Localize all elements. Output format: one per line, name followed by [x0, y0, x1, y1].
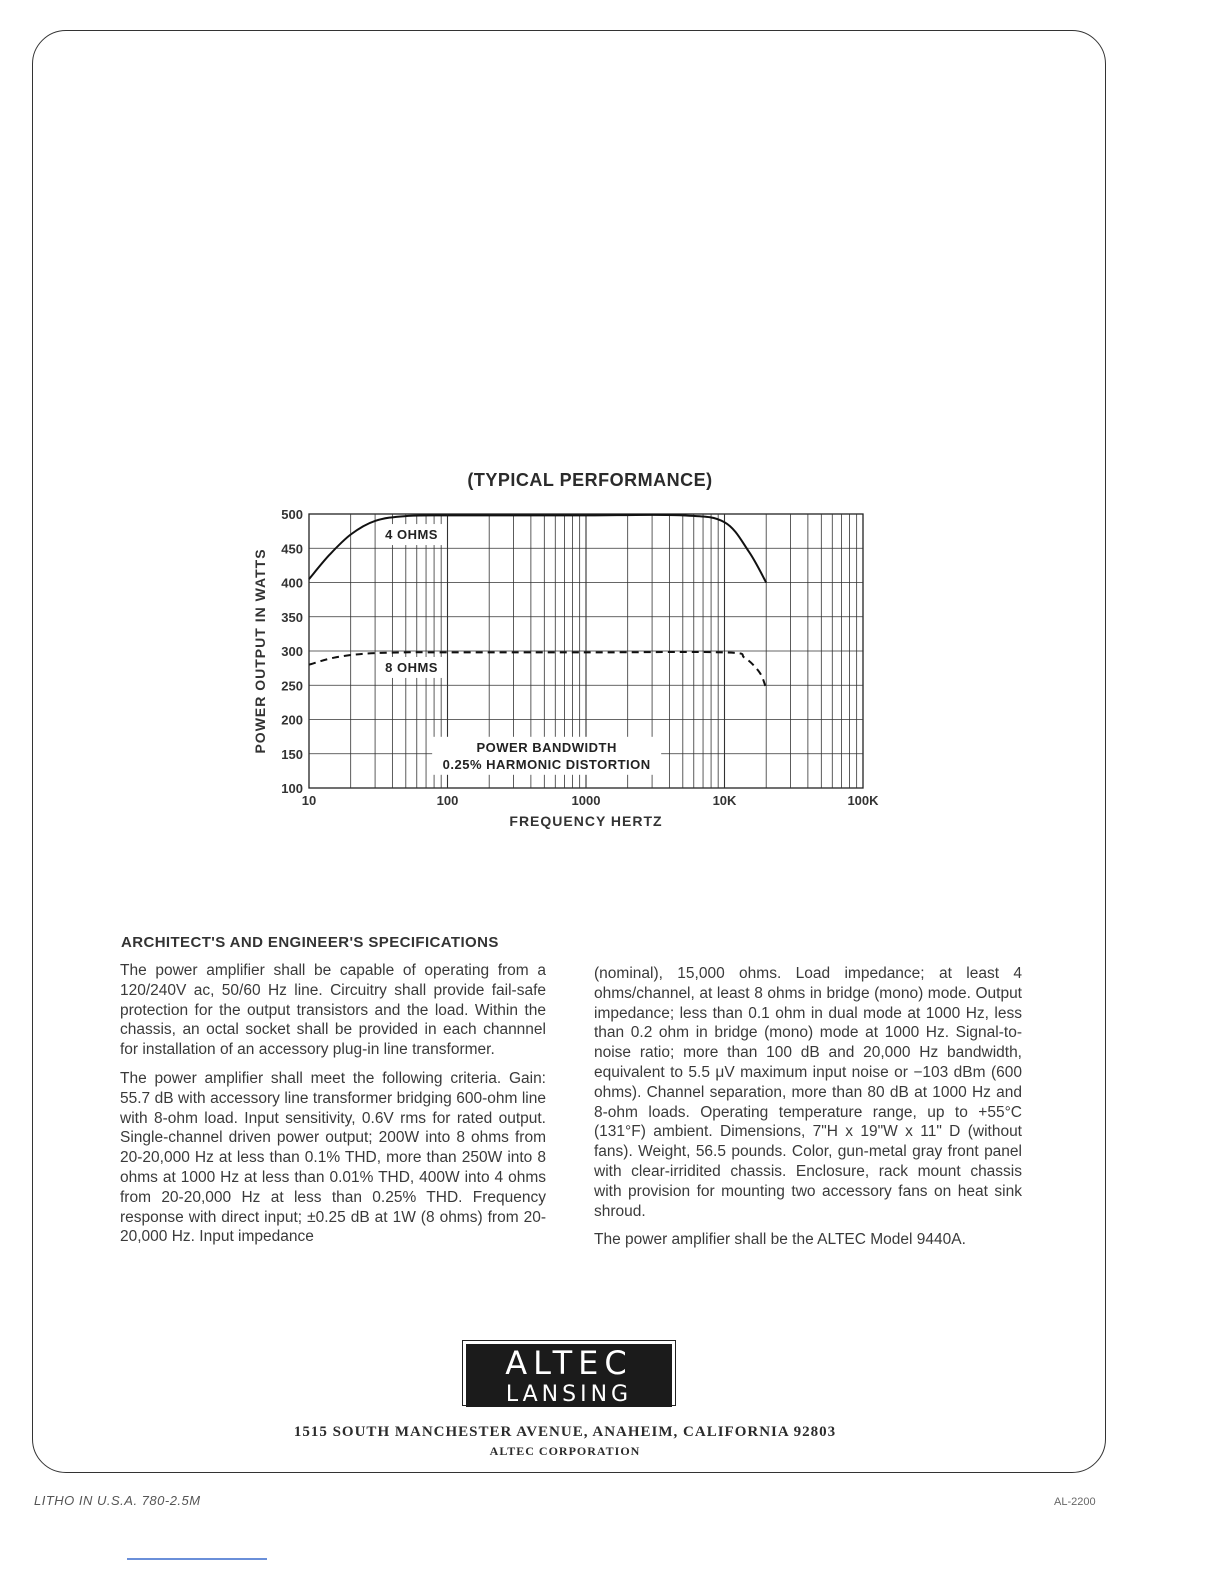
y-tick-label: 200 — [281, 712, 303, 728]
y-tick-label: 450 — [281, 541, 303, 557]
chart-title: (TYPICAL PERFORMANCE) — [467, 470, 713, 490]
x-tick-label: 1000 — [571, 793, 601, 808]
litho-note: LITHO IN U.S.A. 780-2.5M — [34, 1493, 201, 1508]
specs-paragraph: The power amplifier shall be the ALTEC Model 9440A. — [594, 1231, 966, 1249]
annotation-power-bandwidth: 0.25% HARMONIC DISTORTION — [442, 756, 651, 772]
altec-lansing-logo — [462, 1340, 676, 1406]
logo-altec: ALTEC — [466, 1344, 672, 1382]
specs-paragraph: The power amplifier shall meet the following criteria. Gain: 55.7 dB with accessory line transformer bridging 600-ohm line with 8-ohm load. Input sensitivity, 0.6V rms for rated output. Single-channel driven power output; 200W into 8 ohms from 20-20,000 Hz at less than 0.1% THD, more than 250W into 8 ohms at 1000 Hz at less than 0.01% THD, 400W into 4 ohms from 20-20,000 Hz at less than 0.25% THD. Frequency response with direct input; ±0.25 dB at 1W (8 ohms) from 20-20,000 Hz. Input impedance — [120, 1069, 546, 1246]
x-tick-label: 100K — [847, 793, 879, 808]
specs-left-column — [120, 961, 546, 1256]
specs-heading: ARCHITECT'S AND ENGINEER'S SPECIFICATIONS — [121, 934, 499, 951]
company-name: ALTEC CORPORATION — [489, 1444, 641, 1458]
y-tick-label: 100 — [281, 781, 303, 796]
series-line-8-ohms — [309, 652, 766, 689]
annotation-4-ohms: 4 OHMS — [385, 527, 438, 543]
specs-right-column — [594, 964, 1022, 1259]
y-tick-label: 350 — [281, 609, 303, 625]
y-tick-label: 500 — [281, 507, 303, 522]
y-tick-label: 300 — [281, 644, 303, 659]
blue-rule — [127, 1558, 267, 1560]
specs-paragraph: The power amplifier shall be capable of operating from a 120/240V ac, 50/60 Hz line. Circuitry shall provide fail-safe protection for the output transistors and the load. Within the chassis, an octal socket shall be provided in each channnel for installation of an accessory plug-in line transformer. — [120, 962, 546, 1059]
company-address: 1515 SOUTH MANCHESTER AVENUE, ANAHEIM, CALIFORNIA 92803 — [293, 1424, 837, 1440]
y-axis-title: POWER OUTPUT IN WATTS — [252, 548, 268, 754]
y-tick-label: 400 — [281, 575, 303, 591]
x-tick-label: 100 — [436, 793, 459, 808]
annotation-8-ohms: 8 OHMS — [385, 659, 438, 675]
y-tick-label: 250 — [281, 678, 303, 694]
power-bandwidth-chart — [240, 500, 900, 840]
x-tick-label: 10K — [712, 793, 737, 808]
specs-paragraph: (nominal), 15,000 ohms. Load impedance; at least 4 ohms/channel, at least 8 ohms in bridge (mono) mode. Output impedance; less than 0.1 ohm in dual mode at 1000 Hz, less than 0.2 ohm in bridge (mono) mode at 1000 Hz. Signal-to-noise ratio; more than 100 dB and 20,000 Hz bandwidth, equivalent to 5.5 μV maximum input noise or −103 dBm (600 ohms). Channel separation, more than 80 dB at 1000 Hz and 8-ohm loads. Operating temperature range, up to +55°C (131°F) ambient. Dimensions, 7"H x 19"W x 11" D (without fans). Weight, 56.5 pounds. Color, gun-metal gray front panel with clear-irridited chassis. Enclosure, rack mount chassis with provision for mounting two accessory fans on heat sink shroud. — [594, 965, 1022, 1220]
series-line-4-ohms — [309, 515, 766, 583]
x-axis-title: FREQUENCY HERTZ — [509, 813, 663, 829]
document-code: AL-2200 — [1054, 1496, 1096, 1508]
logo-lansing: LANSING — [466, 1382, 672, 1407]
y-tick-label: 150 — [281, 746, 303, 762]
annotation-power-bandwidth: POWER BANDWIDTH — [476, 739, 617, 755]
x-tick-label: 10 — [301, 793, 317, 808]
